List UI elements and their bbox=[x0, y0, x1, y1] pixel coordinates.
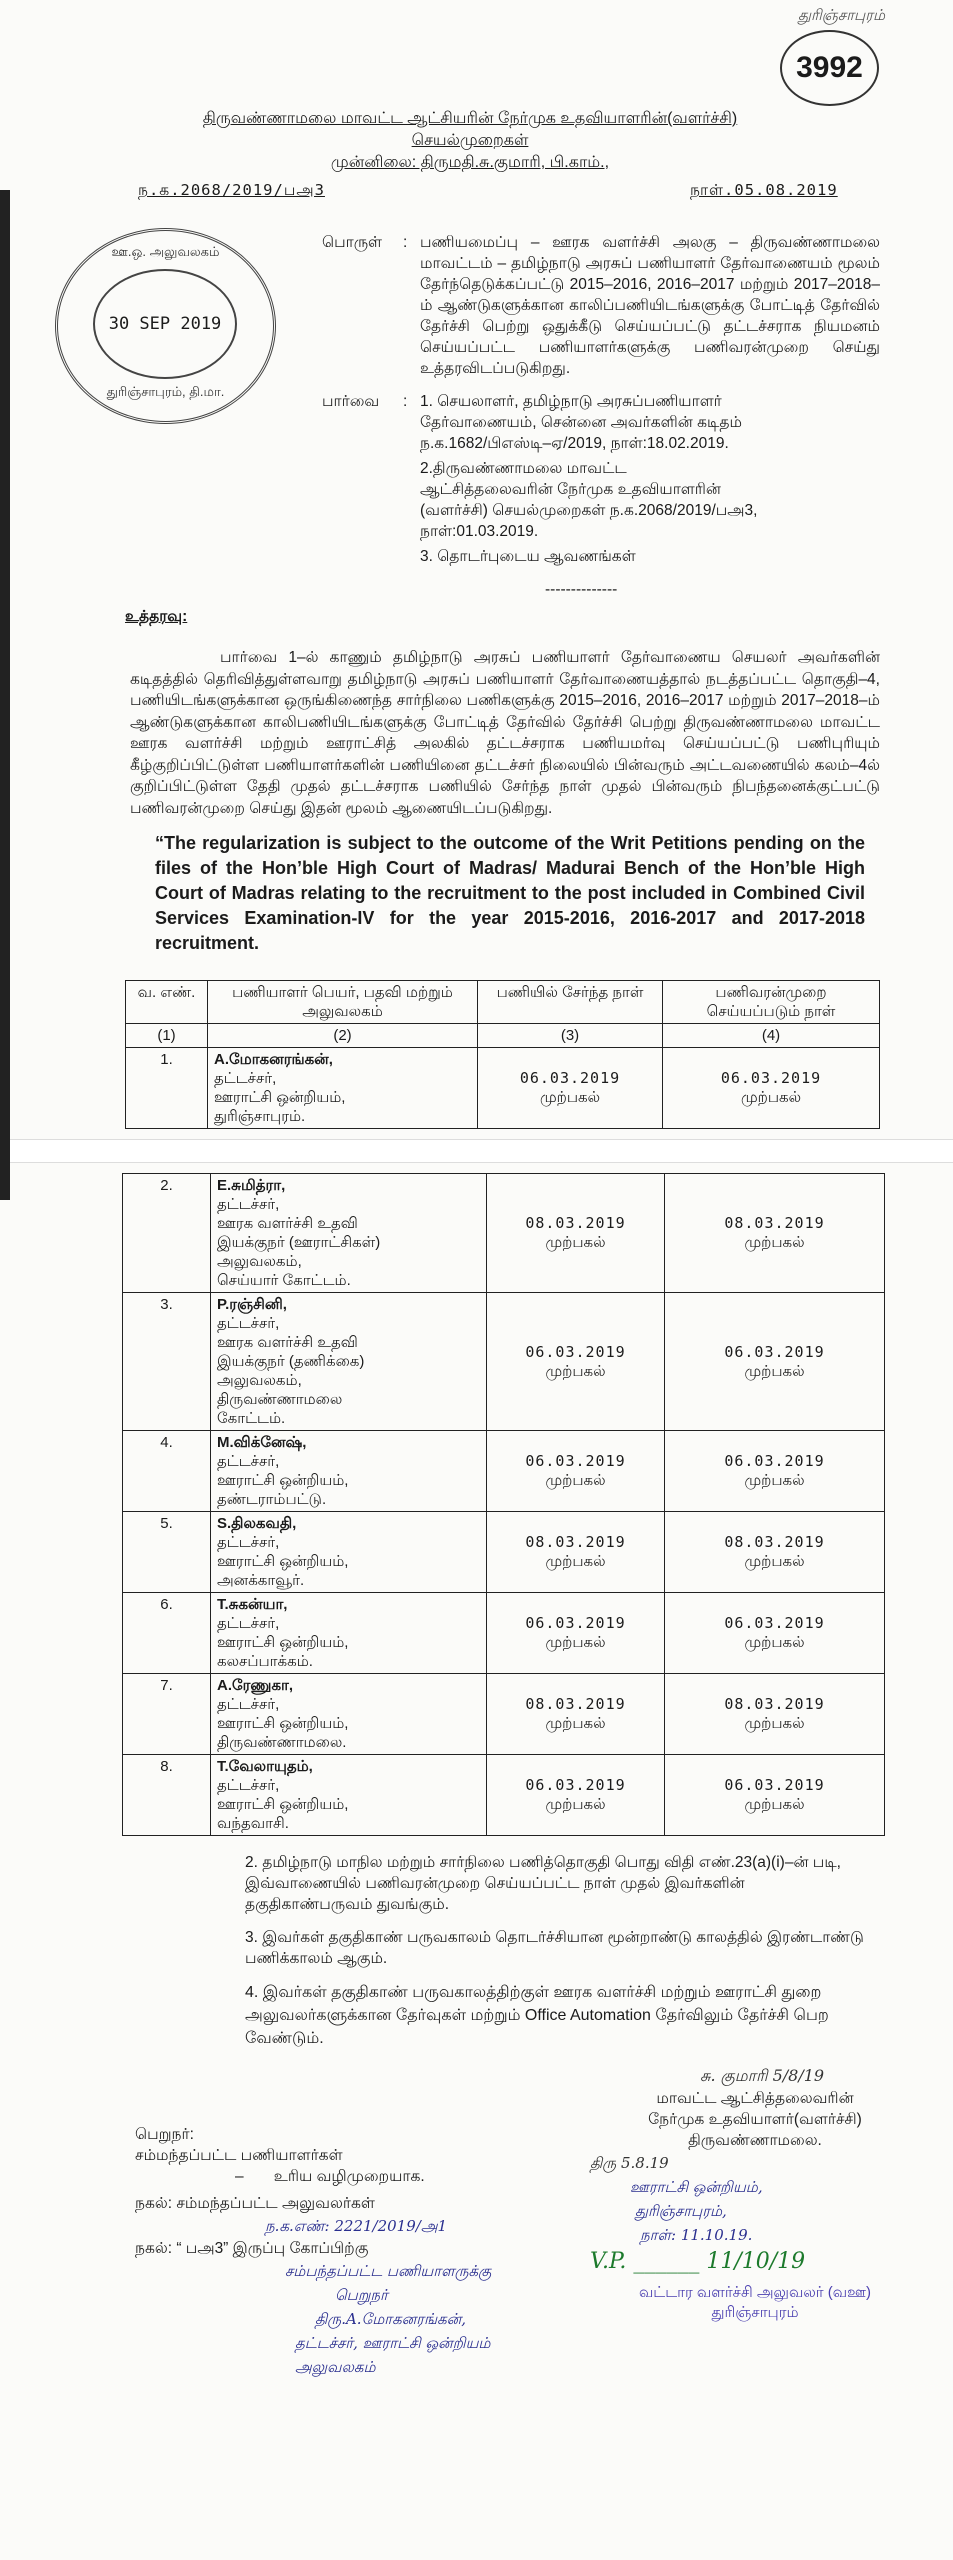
session-label: முற்பகல் bbox=[740, 1089, 802, 1106]
date-value: 06.03.2019 bbox=[724, 1776, 825, 1794]
stamp-date: 30 SEP 2019 bbox=[93, 269, 237, 379]
serial-number: 3. bbox=[123, 1293, 211, 1431]
regularization-date bbox=[663, 1048, 880, 1129]
references-label: பார்வை bbox=[322, 393, 380, 410]
order-heading: உத்தரவு: bbox=[125, 608, 188, 625]
references-row bbox=[322, 391, 953, 571]
reference-item: 1. செயலாளர், தமிழ்நாடு அரசுப்பணியாளர் தேர்வாணையம், சென்னை அவர்களின் கடிதம் ந.க.1682/பிஎஸ்டி–ஏ/2019, நாள்:18.02.2019. bbox=[420, 393, 742, 452]
subject-label: பொருள் bbox=[322, 234, 383, 251]
employee-details bbox=[211, 1431, 487, 1512]
staff-table-part2 bbox=[122, 1173, 885, 1836]
col-number: (3) bbox=[478, 1024, 663, 1048]
employee-detail-line: ஊராட்சி ஒன்றியம், bbox=[214, 1089, 346, 1106]
date-value: 08.03.2019 bbox=[525, 1533, 626, 1551]
employee-detail-line: கோட்டம். bbox=[217, 1410, 286, 1427]
place-note: துரிஞ்சாபுரம் bbox=[798, 6, 886, 24]
designation-line3: திருவண்ணாமலை. bbox=[688, 2132, 822, 2149]
col-number: (2) bbox=[208, 1024, 478, 1048]
page-title: திருவண்ணாமலை மாவட்ட ஆட்சியரின் நேர்முக உதவியாளரின்(வளர்ச்சி) bbox=[202, 110, 738, 127]
employee-detail-line: ஊராட்சி ஒன்றியம், bbox=[217, 1634, 349, 1651]
employee-detail-line: தட்டச்சர், bbox=[217, 1196, 280, 1213]
bdo-office-stamp bbox=[590, 2283, 920, 2323]
regularization-date bbox=[665, 1293, 885, 1431]
joining-date bbox=[487, 1755, 665, 1836]
stamp-bottom-text: துரிஞ்சாபுரம், தி.மா. bbox=[106, 384, 225, 399]
date-value: 06.03.2019 bbox=[724, 1342, 825, 1361]
bdo-stamp-place: துரிஞ்சாபுரம் bbox=[711, 2304, 799, 2321]
joining-date bbox=[487, 1593, 665, 1674]
employee-detail-line: தட்டச்சர், bbox=[217, 1696, 280, 1713]
recipients-label: பெறுநர்: bbox=[135, 2126, 194, 2143]
employee-name: M.விக்னேஷ், bbox=[217, 1434, 307, 1451]
reference-item: 3. தொடர்புடைய ஆவணங்கள் bbox=[420, 548, 636, 565]
designation-line1: மாவட்ட ஆட்சித்தலைவரின் bbox=[656, 2090, 854, 2107]
regularization-date bbox=[665, 1174, 885, 1293]
col-header-serial: வ. எண். bbox=[126, 981, 208, 1024]
handwritten-place: துரிஞ்சாபுரம், bbox=[635, 2202, 727, 2220]
table-row bbox=[123, 1293, 885, 1431]
subject-colon: : bbox=[403, 234, 408, 251]
date-value: 08.03.2019 bbox=[525, 1695, 626, 1713]
regularization-date bbox=[665, 1674, 885, 1755]
page-title-line2: செயல்முறைகள் bbox=[411, 132, 529, 149]
employee-name: A.ரேணுகா, bbox=[217, 1677, 294, 1694]
reference-number: ந.க.2068/2019/பஅ3 bbox=[138, 181, 325, 199]
condition-point-4: 4. இவர்கள் தகுதிகாண் பருவகாலத்திற்குள் ஊரக வளர்ச்சி மற்றும் ஊராட்சி துறை அலுவலர்களுக்கான தேர்வுகள் மற்றும் Office Automation தேர்விலும் தேர்ச்சி பெற வேண்டும். bbox=[245, 1984, 829, 2047]
session-label: முற்பகல் bbox=[545, 1234, 606, 1251]
serial-number: 5. bbox=[123, 1512, 211, 1593]
employee-detail-line: திருவண்ணாமலை. bbox=[217, 1734, 347, 1751]
bdo-signature: V.P. ______ 11/10/19 bbox=[590, 2249, 806, 2274]
employee-details bbox=[208, 1048, 478, 1129]
serial-number: 1. bbox=[126, 1048, 208, 1129]
copy-line1: நகல்: சம்மந்தப்பட்ட அலுவலர்கள் bbox=[135, 2195, 375, 2212]
table-row bbox=[123, 1593, 885, 1674]
serial-number: 8. bbox=[123, 1755, 211, 1836]
date-value: 06.03.2019 bbox=[525, 1614, 626, 1632]
session-label: முற்பகல் bbox=[744, 1234, 805, 1251]
letter-footer bbox=[0, 2064, 953, 2379]
condition-point-2: 2. தமிழ்நாடு மாநில மற்றும் சார்நிலை பணித்தொகுதி பொது விதி எண்.23(a)(i)–ன் படி, இவ்வாணையில் பணிவரன்முறை செய்யப்பட்ட நாள் முதல் இவர்களின் தகுதிகாண்பருவம் துவங்கும். bbox=[245, 1854, 841, 1913]
serial-number: 6. bbox=[123, 1593, 211, 1674]
date-value: 06.03.2019 bbox=[519, 1069, 621, 1087]
session-label: முற்பகல் bbox=[545, 1362, 606, 1380]
subject-text: பணியமைப்பு – ஊரக வளர்ச்சி அலகு – திருவண்ணாமலை மாவட்டம் – தமிழ்நாடு அரசுப் பணியாளர் தேர்வாணையம் மூலம் தேர்ந்தெடுக்கப்பட்டு 2015–2016, 2016–2017 மற்றும் 2017–2018–ம் ஆண்டுகளுக்கான காலிப்பணியிடங்களுக்கு போட்டித் தேர்வில் தேர்ச்சி பெற்று ஒதுக்கீடு செய்யப்பட்டு தட்டச்சராக நியமனம் செய்யப்பட்ட பணியாளர்களுக்கு பணிவரன்முறை செய்து உத்தரவிடப்படுகிறது. bbox=[420, 234, 880, 377]
serial-number: 4. bbox=[123, 1431, 211, 1512]
date-value: 08.03.2019 bbox=[525, 1214, 626, 1232]
regularization-date bbox=[665, 1593, 885, 1674]
date-value: 06.03.2019 bbox=[720, 1069, 822, 1087]
col-header-regularized: பணிவரன்முறை செய்யப்படும் நாள் bbox=[663, 981, 880, 1024]
employee-detail-line: திருவண்ணாமலை bbox=[217, 1391, 343, 1408]
bdo-stamp-title: வட்டார வளர்ச்சி அலுவலர் (வஊ) bbox=[638, 2284, 872, 2301]
employee-detail-line: அனக்காவூர். bbox=[217, 1572, 305, 1589]
employee-name: A.மோகனரங்கன், bbox=[214, 1051, 333, 1068]
session-label: முற்பகல் bbox=[545, 1796, 606, 1813]
col-header-joined: பணியில் சேர்ந்த நாள் bbox=[478, 981, 663, 1024]
separator: -------------- bbox=[545, 581, 618, 598]
session-label: முற்பகல் bbox=[539, 1089, 601, 1106]
employee-detail-line: தட்டச்சர், bbox=[214, 1070, 277, 1087]
employee-detail-line: செய்யார் கோட்டம். bbox=[217, 1272, 351, 1289]
condition-point-3: 3. இவர்கள் தகுதிகாண் பருவகாலம் தொடர்ச்சியான மூன்றாண்டு காலத்தில் இரண்டாண்டு பணிக்காலம் ஆகும். bbox=[245, 1929, 864, 1967]
col-header-name: பணியாளர் பெயர், பதவி மற்றும் அலுவலகம் bbox=[208, 981, 478, 1024]
col-number: (4) bbox=[663, 1024, 880, 1048]
employee-detail-line: ஊராட்சி ஒன்றியம், bbox=[217, 1796, 349, 1813]
recipients-line1: சம்மந்தப்பட்ட பணியாளர்கள் bbox=[135, 2147, 343, 2164]
employee-detail-line: கலசப்பாக்கம். bbox=[217, 1653, 313, 1670]
scan-edge bbox=[0, 190, 10, 1200]
employee-name: E.சுமித்ரா, bbox=[217, 1177, 286, 1194]
references-list bbox=[420, 391, 760, 571]
joining-date bbox=[487, 1431, 665, 1512]
reference-item: 2.திருவண்ணாமலை மாவட்ட ஆட்சித்தலைவரின் நேர்முக உதவியாளரின் (வளர்ச்சி) செயல்முறைகள் ந.க.2068/2019/பஅ3, நாள்:01.03.2019. bbox=[420, 460, 758, 540]
references-colon: : bbox=[403, 393, 408, 410]
column-number-row bbox=[126, 1024, 880, 1048]
date-value: 08.03.2019 bbox=[724, 1695, 825, 1713]
employee-detail-line: ஊராட்சி ஒன்றியம், bbox=[217, 1715, 349, 1732]
footer-left bbox=[135, 2064, 575, 2379]
joining-date bbox=[487, 1512, 665, 1593]
employee-name: S.திலகவதி, bbox=[217, 1515, 297, 1532]
table-row bbox=[123, 1755, 885, 1836]
employee-detail-line: தட்டச்சர், bbox=[217, 1534, 280, 1551]
employee-name: T.சுகன்யா, bbox=[217, 1596, 288, 1613]
joining-date bbox=[487, 1674, 665, 1755]
employee-details bbox=[211, 1293, 487, 1431]
session-label: முற்பகல் bbox=[744, 1553, 805, 1570]
employee-detail-line: தட்டச்சர், bbox=[217, 1777, 280, 1794]
employee-detail-line: ஊரக வளர்ச்சி உதவி bbox=[217, 1215, 358, 1232]
employee-details bbox=[211, 1174, 487, 1293]
employee-detail-line: வந்தவாசி. bbox=[217, 1815, 289, 1832]
table-row bbox=[123, 1512, 885, 1593]
recipients-line2: – உரிய வழிமுறையாக. bbox=[235, 2168, 425, 2185]
court-condition-quote: “The regularization is subject to the outcome of the Writ Petitions pending on the files of the Hon’ble High Court of Madras/ Madurai Bench of the Hon’ble High Court of Madras relating to the recruitment to the post included in Combined Civil Services Examination-IV for the year 2015-2016, 2016-2017 and 2017-2018 recruitment. bbox=[155, 833, 865, 953]
designation-line2: நேர்முக உதவியாளர்(வளர்ச்சி) bbox=[648, 2111, 862, 2128]
session-label: முற்பகல் bbox=[744, 1634, 805, 1651]
handwritten-recipient-label: பெறுநர் bbox=[335, 2286, 388, 2304]
staff-table-part1 bbox=[125, 980, 880, 1129]
stamp-top-text: ஊ.ஒ. அலுவலகம் bbox=[111, 244, 220, 259]
regularization-date bbox=[665, 1512, 885, 1593]
employee-detail-line: ஊராட்சி ஒன்றியம், bbox=[217, 1553, 349, 1570]
regularization-date bbox=[665, 1431, 885, 1512]
employee-detail-line: தட்டச்சர், bbox=[217, 1453, 280, 1470]
session-label: முற்பகல் bbox=[744, 1472, 805, 1489]
table-row bbox=[123, 1431, 885, 1512]
employee-detail-line: தண்டராம்பட்டு. bbox=[217, 1491, 327, 1508]
employee-name: P.ரஞ்சினி, bbox=[217, 1296, 287, 1313]
col-number: (1) bbox=[126, 1024, 208, 1048]
letter-header bbox=[0, 0, 953, 232]
table-row bbox=[123, 1674, 885, 1755]
order-date: நாள்.05.08.2019 bbox=[690, 181, 838, 199]
officer-signature: சு. குமாரி 5/8/19 bbox=[700, 2066, 825, 2085]
session-label: முற்பகல் bbox=[545, 1715, 606, 1732]
date-value: 06.03.2019 bbox=[525, 1342, 626, 1361]
handwritten-note: சம்பந்தப்பட்ட பணியாளருக்கு bbox=[285, 2262, 492, 2280]
session-label: முற்பகல் bbox=[744, 1796, 805, 1813]
date-value: 08.03.2019 bbox=[724, 1214, 825, 1232]
session-label: முற்பகல் bbox=[744, 1715, 805, 1732]
handwritten-recipient-office: தட்டச்சர், ஊராட்சி ஒன்றியம் அலுவலகம் bbox=[295, 2334, 491, 2376]
employee-detail-line: தட்டச்சர், bbox=[217, 1615, 280, 1632]
employee-details bbox=[211, 1593, 487, 1674]
employee-name: T.வேலாயுதம், bbox=[217, 1758, 313, 1775]
regularization-date bbox=[665, 1755, 885, 1836]
table-row bbox=[126, 1048, 880, 1129]
date-value: 06.03.2019 bbox=[525, 1452, 626, 1470]
employee-detail-line: இயக்குநர் (ஊராட்சிகள்) bbox=[217, 1234, 381, 1251]
date-value: 06.03.2019 bbox=[724, 1452, 825, 1470]
employee-detail-line: ஊரக வளர்ச்சி உதவி bbox=[217, 1334, 358, 1351]
date-value: 06.03.2019 bbox=[525, 1776, 626, 1794]
presiding-officer: முன்னிலை: திருமதி.சு.குமாரி, பி.காம்., bbox=[330, 154, 610, 171]
employee-detail-line: துரிஞ்சாபுரம். bbox=[214, 1108, 306, 1125]
session-label: முற்பகல் bbox=[744, 1362, 805, 1380]
handwritten-ref: ந.க.எண்: 2221/2019/அ1 bbox=[265, 2217, 448, 2235]
employee-detail-line: அலுவலகம், bbox=[217, 1253, 302, 1270]
employee-detail-line: ஊராட்சி ஒன்றியம், bbox=[217, 1472, 349, 1489]
employee-detail-line: இயக்குநர் (தணிக்கை) bbox=[217, 1353, 365, 1370]
serial-number: 7. bbox=[123, 1674, 211, 1755]
page-break bbox=[0, 1139, 953, 1163]
handwritten-date: நாள்: 11.10.19. bbox=[640, 2226, 753, 2244]
employee-details bbox=[211, 1674, 487, 1755]
date-value: 08.03.2019 bbox=[724, 1533, 825, 1551]
handwritten-initial: திரு 5.8.19 bbox=[590, 2154, 669, 2172]
joining-date bbox=[478, 1048, 663, 1129]
employee-detail-line: தட்டச்சர், bbox=[217, 1315, 280, 1332]
table-row bbox=[123, 1174, 885, 1293]
employee-details bbox=[211, 1512, 487, 1593]
serial-number: 2. bbox=[123, 1174, 211, 1293]
session-label: முற்பகல் bbox=[545, 1553, 606, 1570]
copy-line2: நகல்: “ பஅ3” இருப்பு கோப்பிற்கு bbox=[135, 2240, 369, 2257]
received-stamp bbox=[55, 228, 276, 424]
employee-detail-line: அலுவலகம், bbox=[217, 1372, 302, 1389]
session-label: முற்பகல் bbox=[545, 1472, 606, 1489]
subject-row bbox=[322, 232, 953, 379]
joining-date bbox=[487, 1293, 665, 1431]
order-paragraph: பார்வை 1–ல் காணும் தமிழ்நாடு அரசுப் பணியாளர் தேர்வாணைய செயலர் அவர்களின் கடிதத்தில் தெரிவித்துள்ளவாறு தமிழ்நாடு அரசுப் பணியாளர் தேர்வாணையத்தால் நடத்தப்பட்ட தொகுதி–4, பணியிடங்களுக்கான ஒருங்கிணைந்த சார்நிலை பணிகளுக்கு 2015–2016, 2016–2017 மற்றும் 2017–2018–ம் ஆண்டுகளுக்கான காலிபணியிடங்களுக்கு போட்டித் தேர்வில் தேர்ச்சி பெற்று திருவண்ணாமலை மாவட்ட ஊரக வளர்ச்சி மற்றும் ஊராட்சித் அலகில் தட்டச்சராக பணியமர்வு செய்யப்பட்டு பணிபுரியும் கீழ்குறிப்பிட்டுள்ள பணியாளர்களின் பணியினை தட்டச்சர் நிலையில் பின்வரும் அட்டவணையில் கலம்–4ல் குறிப்பிட்டுள்ள தேதி முதல் தட்டச்சராக பணியில் சேர்ந்த நாள் முதல் பின்வரும் நிபந்தனைக்குட்பட்டு பணிவரன்முறை செய்து இதன் மூலம் ஆணையிடப்படுகிறது. bbox=[130, 649, 880, 817]
date-value: 06.03.2019 bbox=[724, 1614, 825, 1632]
joining-date bbox=[487, 1174, 665, 1293]
table-header-row bbox=[126, 981, 880, 1024]
handwritten-recipient-name: திரு.A.மோகனரங்கன், bbox=[315, 2310, 467, 2328]
footer-right bbox=[590, 2064, 920, 2379]
session-label: முற்பகல் bbox=[545, 1634, 606, 1651]
handwritten-office: ஊராட்சி ஒன்றியம், bbox=[630, 2178, 763, 2196]
employee-details bbox=[211, 1755, 487, 1836]
inward-number: 3992 bbox=[780, 30, 879, 106]
